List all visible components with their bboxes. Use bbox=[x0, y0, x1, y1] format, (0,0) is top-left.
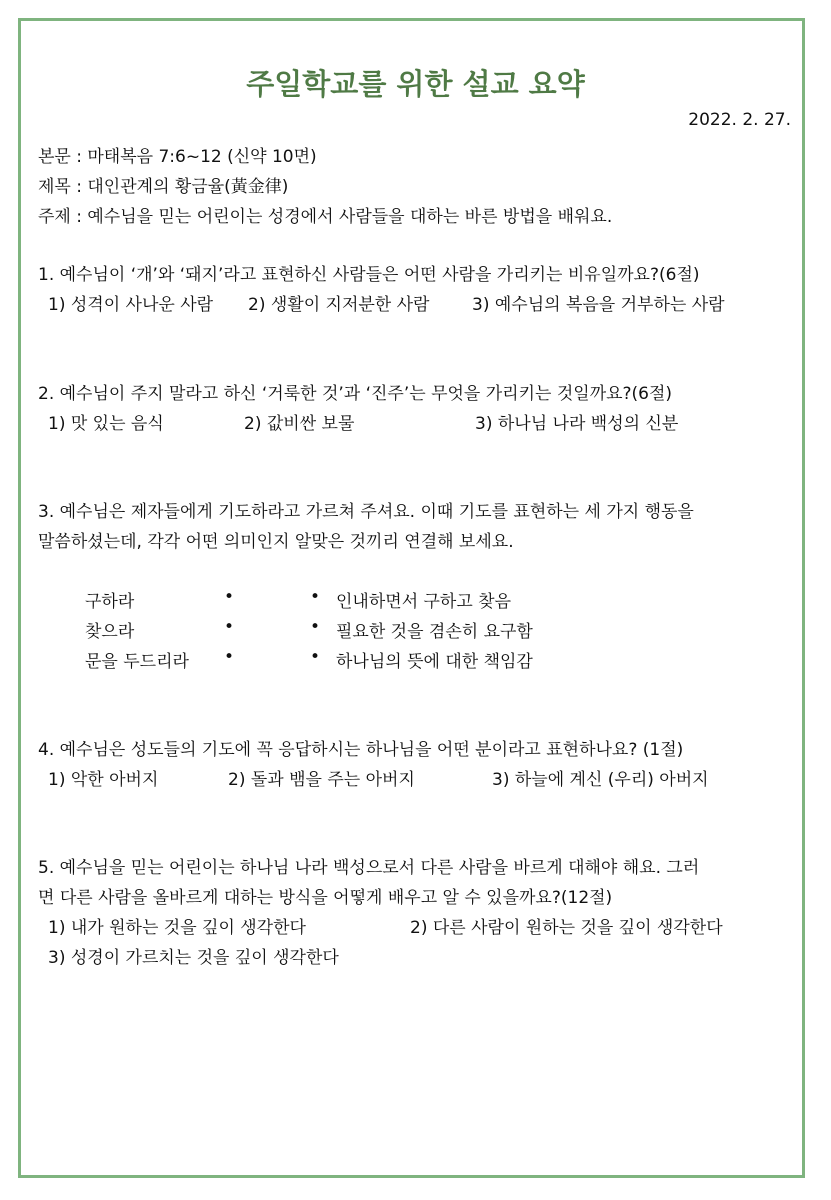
date: 2022. 2. 27. bbox=[688, 110, 791, 130]
subject-line: 제목 : 대인관계의 황금율(黃金律) bbox=[38, 177, 289, 197]
scripture-line: 본문 : 마태복음 7:6~12 (신약 10면) bbox=[38, 147, 317, 167]
question-3-line-1: 3. 예수님은 제자들에게 기도하라고 가르쳐 주셔요. 이때 기도를 표현하는 세 가지 행동을 bbox=[38, 502, 694, 522]
question-2: 2. 예수님이 주지 말라고 하신 ‘거룩한 것’과 ‘진주’는 무엇을 가리키는 것일까요?(6절) bbox=[38, 384, 673, 404]
page-title: 주일학교를 위한 설교 요약 bbox=[246, 67, 585, 101]
theme-line: 주제 : 예수님을 믿는 어린이는 성경에서 사람들을 대하는 바른 방법을 배워요. bbox=[38, 207, 613, 227]
q1-option-2: 2) 생활이 지저분한 사람 bbox=[248, 295, 430, 315]
match-dot-right-3[interactable]: • bbox=[310, 647, 321, 667]
q5-option-1: 1) 내가 원하는 것을 깊이 생각한다 bbox=[48, 918, 306, 938]
match-left-3: 문을 두드리라 bbox=[85, 652, 189, 672]
question-1: 1. 예수님이 ‘개’와 ‘돼지’라고 표현하신 사람들은 어떤 사람을 가리키는 비유일까요?(6절) bbox=[38, 265, 700, 285]
match-right-2: 필요한 것을 겸손히 요구함 bbox=[336, 622, 533, 642]
match-dot-right-2[interactable]: • bbox=[310, 617, 321, 637]
match-left-1: 구하라 bbox=[85, 592, 135, 612]
match-right-1: 인내하면서 구하고 찾음 bbox=[336, 592, 512, 612]
q5-option-3: 3) 성경이 가르치는 것을 깊이 생각한다 bbox=[48, 948, 339, 968]
q1-option-1: 1) 성격이 사나운 사람 bbox=[48, 295, 214, 315]
match-dot-left-2[interactable]: • bbox=[224, 617, 235, 637]
q5-option-2: 2) 다른 사람이 원하는 것을 깊이 생각한다 bbox=[410, 918, 723, 938]
match-dot-right-1[interactable]: • bbox=[310, 587, 321, 607]
q2-option-3: 3) 하나님 나라 백성의 신분 bbox=[475, 414, 679, 434]
question-3-line-2: 말씀하셨는데, 각각 어떤 의미인지 알맞은 것끼리 연결해 보세요. bbox=[38, 532, 514, 552]
match-right-3: 하나님의 뜻에 대한 책임감 bbox=[336, 652, 533, 672]
q2-option-2: 2) 값비싼 보물 bbox=[244, 414, 355, 434]
question-4: 4. 예수님은 성도들의 기도에 꼭 응답하시는 하나님을 어떤 분이라고 표현하나요? (1절) bbox=[38, 740, 684, 760]
q4-option-2: 2) 돌과 뱀을 주는 아버지 bbox=[228, 770, 415, 790]
q2-option-1: 1) 맛 있는 음식 bbox=[48, 414, 164, 434]
match-dot-left-1[interactable]: • bbox=[224, 587, 235, 607]
match-left-2: 찾으라 bbox=[85, 622, 135, 642]
q4-option-3: 3) 하늘에 계신 (우리) 아버지 bbox=[492, 770, 709, 790]
q4-option-1: 1) 악한 아버지 bbox=[48, 770, 159, 790]
question-5-line-2: 면 다른 사람을 올바르게 대하는 방식을 어떻게 배우고 알 수 있을까요?(12절) bbox=[38, 888, 613, 908]
match-dot-left-3[interactable]: • bbox=[224, 647, 235, 667]
q1-option-3: 3) 예수님의 복음을 거부하는 사람 bbox=[472, 295, 725, 315]
question-5-line-1: 5. 예수님을 믿는 어린이는 하나님 나라 백성으로서 다른 사람을 바르게 대해야 해요. 그러 bbox=[38, 858, 700, 878]
